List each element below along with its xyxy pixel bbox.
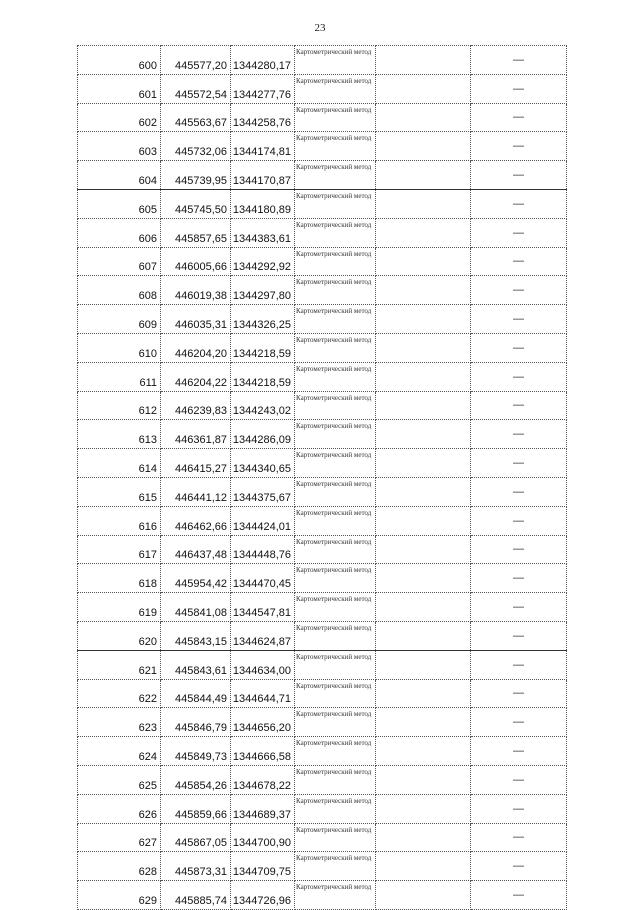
table-row [78, 708, 567, 737]
empty-cell [376, 420, 471, 449]
note-cell: — [471, 391, 567, 420]
x-coordinate-cell: 445854,26 [161, 765, 231, 794]
x-coordinate-cell: 445843,61 [161, 650, 231, 679]
table-row [78, 449, 567, 478]
point-number-cell: 627 [78, 823, 161, 852]
y-coordinate-cell: 1344277,76 [231, 74, 295, 103]
point-number-cell: 615 [78, 477, 161, 506]
point-number-cell: 625 [78, 765, 161, 794]
point-number-cell: 618 [78, 564, 161, 593]
note-cell: — [471, 247, 567, 276]
point-number-cell: 602 [78, 103, 161, 132]
point-number-cell: 608 [78, 276, 161, 305]
point-number-cell: 601 [78, 74, 161, 103]
table-row [78, 132, 567, 161]
note-cell: — [471, 852, 567, 881]
point-number-cell: 629 [78, 881, 161, 910]
point-number-cell: 613 [78, 420, 161, 449]
point-number-cell: 607 [78, 247, 161, 276]
x-coordinate-cell: 445885,74 [161, 881, 231, 910]
y-coordinate-cell: 1344174,81 [231, 132, 295, 161]
x-coordinate-cell: 446204,20 [161, 333, 231, 362]
y-coordinate-cell: 1344448,76 [231, 535, 295, 564]
empty-cell [376, 46, 471, 75]
y-coordinate-cell: 1344424,01 [231, 506, 295, 535]
x-coordinate-cell: 445577,20 [161, 46, 231, 75]
note-cell: — [471, 333, 567, 362]
y-coordinate-cell: 1344678,22 [231, 765, 295, 794]
x-coordinate-cell: 446415,27 [161, 449, 231, 478]
y-coordinate-cell: 1344218,59 [231, 333, 295, 362]
y-coordinate-cell: 1344258,76 [231, 103, 295, 132]
table-row [78, 333, 567, 362]
table-row [78, 103, 567, 132]
method-cell: Картометрический метод [295, 362, 376, 391]
x-coordinate-cell: 445867,05 [161, 823, 231, 852]
method-cell: Картометрический метод [295, 247, 376, 276]
x-coordinate-cell: 445857,65 [161, 218, 231, 247]
point-number-cell: 619 [78, 593, 161, 622]
note-cell: — [471, 161, 567, 190]
y-coordinate-cell: 1344624,87 [231, 621, 295, 650]
point-number-cell: 611 [78, 362, 161, 391]
method-cell: Картометрический метод [295, 823, 376, 852]
note-cell: — [471, 535, 567, 564]
empty-cell [376, 477, 471, 506]
method-cell: Картометрический метод [295, 881, 376, 910]
table-row [78, 189, 567, 218]
x-coordinate-cell: 446005,66 [161, 247, 231, 276]
table-row [78, 621, 567, 650]
empty-cell [376, 593, 471, 622]
page-number: 23 [314, 22, 326, 34]
note-cell: — [471, 276, 567, 305]
y-coordinate-cell: 1344326,25 [231, 305, 295, 334]
x-coordinate-cell: 445843,15 [161, 621, 231, 650]
note-cell: — [471, 737, 567, 766]
x-coordinate-cell: 445954,42 [161, 564, 231, 593]
coordinates-table-body [78, 46, 567, 910]
empty-cell [376, 276, 471, 305]
method-cell: Картометрический метод [295, 189, 376, 218]
x-coordinate-cell: 445572,54 [161, 74, 231, 103]
point-number-cell: 626 [78, 794, 161, 823]
note-cell: — [471, 420, 567, 449]
y-coordinate-cell: 1344656,20 [231, 708, 295, 737]
method-cell: Картометрический метод [295, 564, 376, 593]
empty-cell [376, 708, 471, 737]
method-cell: Картометрический метод [295, 679, 376, 708]
empty-cell [376, 737, 471, 766]
point-number-cell: 600 [78, 46, 161, 75]
note-cell: — [471, 708, 567, 737]
table-row [78, 852, 567, 881]
note-cell: — [471, 564, 567, 593]
method-cell: Картометрический метод [295, 593, 376, 622]
empty-cell [376, 881, 471, 910]
table-row [78, 593, 567, 622]
point-number-cell: 621 [78, 650, 161, 679]
method-cell: Картометрический метод [295, 708, 376, 737]
y-coordinate-cell: 1344297,80 [231, 276, 295, 305]
y-coordinate-cell: 1344218,59 [231, 362, 295, 391]
y-coordinate-cell: 1344700,90 [231, 823, 295, 852]
table-row [78, 823, 567, 852]
note-cell: — [471, 132, 567, 161]
note-cell: — [471, 218, 567, 247]
note-cell: — [471, 679, 567, 708]
y-coordinate-cell: 1344547,81 [231, 593, 295, 622]
y-coordinate-cell: 1344689,37 [231, 794, 295, 823]
method-cell: Картометрический метод [295, 161, 376, 190]
method-cell: Картометрический метод [295, 333, 376, 362]
empty-cell [376, 852, 471, 881]
point-number-cell: 628 [78, 852, 161, 881]
empty-cell [376, 305, 471, 334]
y-coordinate-cell: 1344286,09 [231, 420, 295, 449]
method-cell: Картометрический метод [295, 737, 376, 766]
x-coordinate-cell: 445846,79 [161, 708, 231, 737]
x-coordinate-cell: 446239,83 [161, 391, 231, 420]
x-coordinate-cell: 445732,06 [161, 132, 231, 161]
point-number-cell: 604 [78, 161, 161, 190]
table-row [78, 477, 567, 506]
empty-cell [376, 621, 471, 650]
point-number-cell: 617 [78, 535, 161, 564]
method-cell: Картометрический метод [295, 477, 376, 506]
note-cell: — [471, 794, 567, 823]
note-cell: — [471, 362, 567, 391]
note-cell: — [471, 305, 567, 334]
method-cell: Картометрический метод [295, 305, 376, 334]
point-number-cell: 616 [78, 506, 161, 535]
method-cell: Картометрический метод [295, 103, 376, 132]
empty-cell [376, 506, 471, 535]
note-cell: — [471, 823, 567, 852]
empty-cell [376, 333, 471, 362]
point-number-cell: 622 [78, 679, 161, 708]
x-coordinate-cell: 445859,66 [161, 794, 231, 823]
point-number-cell: 612 [78, 391, 161, 420]
method-cell: Картометрический метод [295, 46, 376, 75]
y-coordinate-cell: 1344375,67 [231, 477, 295, 506]
table-row [78, 564, 567, 593]
table-row [78, 362, 567, 391]
table-row [78, 391, 567, 420]
empty-cell [376, 650, 471, 679]
method-cell: Картометрический метод [295, 391, 376, 420]
point-number-cell: 614 [78, 449, 161, 478]
note-cell: — [471, 449, 567, 478]
table-row [78, 650, 567, 679]
note-cell: — [471, 650, 567, 679]
y-coordinate-cell: 1344383,61 [231, 218, 295, 247]
table-row [78, 765, 567, 794]
empty-cell [376, 74, 471, 103]
note-cell: — [471, 46, 567, 75]
empty-cell [376, 823, 471, 852]
y-coordinate-cell: 1344170,87 [231, 161, 295, 190]
x-coordinate-cell: 445873,31 [161, 852, 231, 881]
table-row [78, 679, 567, 708]
method-cell: Картометрический метод [295, 852, 376, 881]
method-cell: Картометрический метод [295, 218, 376, 247]
table-row [78, 161, 567, 190]
empty-cell [376, 794, 471, 823]
method-cell: Картометрический метод [295, 506, 376, 535]
method-cell: Картометрический метод [295, 132, 376, 161]
empty-cell [376, 189, 471, 218]
y-coordinate-cell: 1344292,92 [231, 247, 295, 276]
table-row [78, 46, 567, 75]
empty-cell [376, 564, 471, 593]
table-row [78, 218, 567, 247]
note-cell: — [471, 103, 567, 132]
x-coordinate-cell: 446361,87 [161, 420, 231, 449]
point-number-cell: 609 [78, 305, 161, 334]
y-coordinate-cell: 1344243,02 [231, 391, 295, 420]
x-coordinate-cell: 445849,73 [161, 737, 231, 766]
note-cell: — [471, 621, 567, 650]
empty-cell [376, 765, 471, 794]
note-cell: — [471, 506, 567, 535]
method-cell: Картометрический метод [295, 420, 376, 449]
y-coordinate-cell: 1344470,45 [231, 564, 295, 593]
point-number-cell: 605 [78, 189, 161, 218]
point-number-cell: 603 [78, 132, 161, 161]
x-coordinate-cell: 445844,49 [161, 679, 231, 708]
x-coordinate-cell: 446462,66 [161, 506, 231, 535]
y-coordinate-cell: 1344180,89 [231, 189, 295, 218]
y-coordinate-cell: 1344340,65 [231, 449, 295, 478]
y-coordinate-cell: 1344726,96 [231, 881, 295, 910]
method-cell: Картометрический метод [295, 650, 376, 679]
coordinates-table [77, 45, 567, 910]
empty-cell [376, 247, 471, 276]
note-cell: — [471, 189, 567, 218]
y-coordinate-cell: 1344666,58 [231, 737, 295, 766]
method-cell: Картометрический метод [295, 535, 376, 564]
table-row [78, 305, 567, 334]
table-row [78, 276, 567, 305]
x-coordinate-cell: 446035,31 [161, 305, 231, 334]
note-cell: — [471, 881, 567, 910]
method-cell: Картометрический метод [295, 276, 376, 305]
y-coordinate-cell: 1344644,71 [231, 679, 295, 708]
empty-cell [376, 679, 471, 708]
point-number-cell: 624 [78, 737, 161, 766]
method-cell: Картометрический метод [295, 449, 376, 478]
table-row [78, 535, 567, 564]
point-number-cell: 606 [78, 218, 161, 247]
x-coordinate-cell: 446204,22 [161, 362, 231, 391]
table-row [78, 74, 567, 103]
table-row [78, 247, 567, 276]
point-number-cell: 610 [78, 333, 161, 362]
y-coordinate-cell: 1344709,75 [231, 852, 295, 881]
point-number-cell: 623 [78, 708, 161, 737]
empty-cell [376, 132, 471, 161]
empty-cell [376, 161, 471, 190]
x-coordinate-cell: 445841,08 [161, 593, 231, 622]
empty-cell [376, 218, 471, 247]
table-row [78, 420, 567, 449]
y-coordinate-cell: 1344634,00 [231, 650, 295, 679]
note-cell: — [471, 765, 567, 794]
empty-cell [376, 391, 471, 420]
method-cell: Картометрический метод [295, 794, 376, 823]
note-cell: — [471, 74, 567, 103]
method-cell: Картометрический метод [295, 74, 376, 103]
empty-cell [376, 535, 471, 564]
method-cell: Картометрический метод [295, 765, 376, 794]
note-cell: — [471, 593, 567, 622]
table-row [78, 737, 567, 766]
table-row [78, 794, 567, 823]
x-coordinate-cell: 445563,67 [161, 103, 231, 132]
x-coordinate-cell: 445739,95 [161, 161, 231, 190]
table-row [78, 881, 567, 910]
x-coordinate-cell: 446441,12 [161, 477, 231, 506]
empty-cell [376, 449, 471, 478]
point-number-cell: 620 [78, 621, 161, 650]
x-coordinate-cell: 446019,38 [161, 276, 231, 305]
empty-cell [376, 362, 471, 391]
x-coordinate-cell: 445745,50 [161, 189, 231, 218]
y-coordinate-cell: 1344280,17 [231, 46, 295, 75]
note-cell: — [471, 477, 567, 506]
table-row [78, 506, 567, 535]
x-coordinate-cell: 446437,48 [161, 535, 231, 564]
empty-cell [376, 103, 471, 132]
method-cell: Картометрический метод [295, 621, 376, 650]
